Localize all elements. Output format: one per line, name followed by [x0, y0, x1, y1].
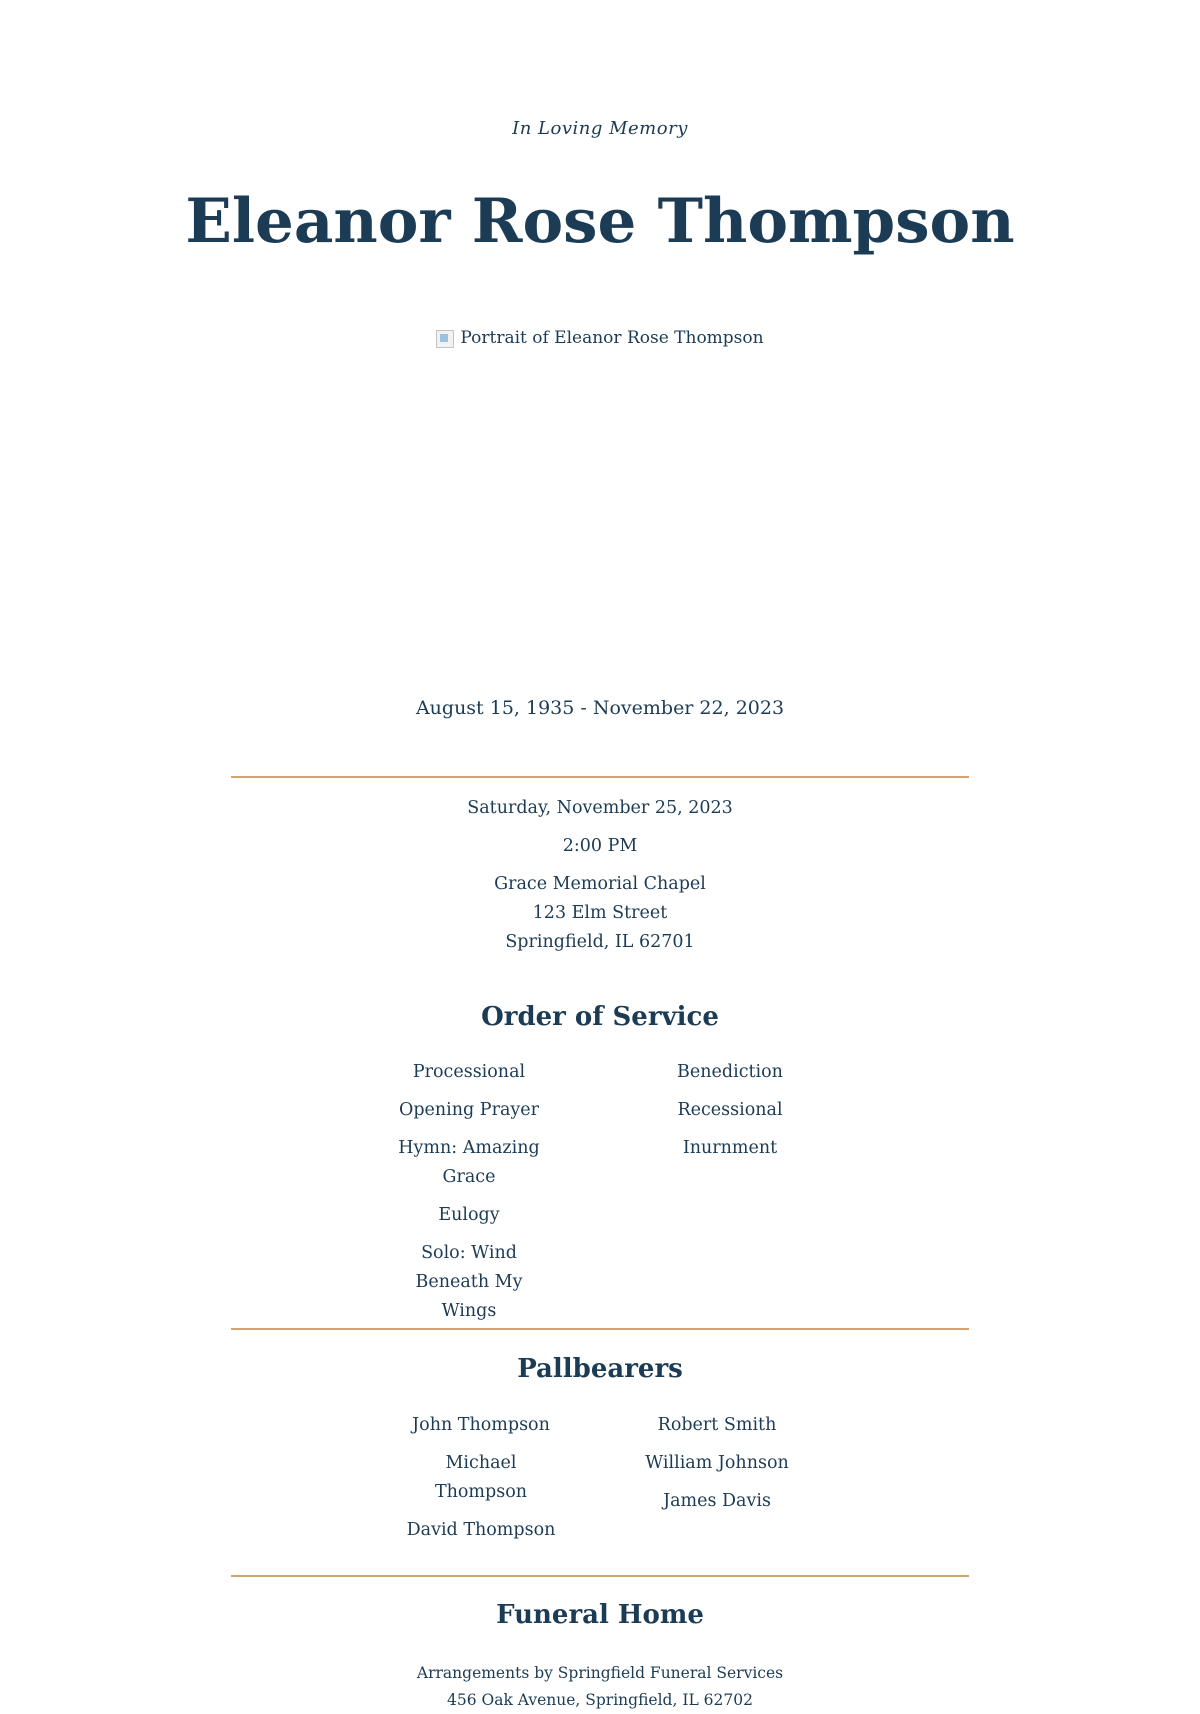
service-date: Saturday, November 25, 2023 — [467, 798, 733, 818]
list-item: Recessional — [677, 1100, 783, 1120]
portrait — [430, 328, 770, 648]
service-street: 123 Elm Street — [532, 903, 668, 923]
order-of-service-title: Order of Service — [481, 1002, 719, 1032]
list-item: Processional — [412, 1062, 526, 1082]
pallbearers-right — [637, 1411, 797, 1525]
list-item: Solo: Wind Beneath My Wings — [415, 1243, 523, 1321]
order-of-service-right — [650, 1058, 810, 1172]
divider — [231, 776, 969, 778]
divider — [231, 1575, 969, 1577]
divider — [231, 1328, 969, 1330]
pallbearers-left — [401, 1411, 561, 1554]
funeral-home-address: 456 Oak Avenue, Springfield, IL 62702 — [447, 1691, 753, 1709]
list-item: John Thompson — [412, 1415, 550, 1435]
tagline: In Loving Memory — [512, 118, 688, 139]
list-item: Benediction — [677, 1062, 783, 1082]
pallbearers-title: Pallbearers — [517, 1354, 683, 1384]
service-details — [0, 798, 1200, 961]
list-item: Robert Smith — [657, 1415, 777, 1435]
list-item: Inurnment — [682, 1138, 778, 1158]
list-item: David Thompson — [406, 1520, 556, 1540]
list-item: James Davis — [663, 1491, 771, 1511]
list-item: Eulogy — [438, 1205, 500, 1225]
order-of-service-left — [389, 1058, 549, 1335]
broken-image-icon — [436, 330, 454, 348]
funeral-home-arrangements: Arrangements by Springfield Funeral Services — [416, 1664, 784, 1682]
funeral-home-title: Funeral Home — [496, 1600, 704, 1630]
service-time: 2:00 PM — [562, 836, 638, 856]
funeral-home-details — [0, 1660, 1200, 1714]
list-item: Michael Thompson — [434, 1453, 528, 1502]
service-city: Springfield, IL 62701 — [505, 932, 695, 952]
list-item: Opening Prayer — [399, 1100, 539, 1120]
life-dates: August 15, 1935 - November 22, 2023 — [415, 697, 785, 719]
service-venue: Grace Memorial Chapel — [494, 874, 706, 894]
deceased-name: Eleanor Rose Thompson — [185, 186, 1015, 257]
portrait-alt-text: Portrait of Eleanor Rose Thompson — [460, 328, 764, 348]
list-item: Hymn: Amazing Grace — [398, 1138, 540, 1187]
list-item: William Johnson — [645, 1453, 789, 1473]
